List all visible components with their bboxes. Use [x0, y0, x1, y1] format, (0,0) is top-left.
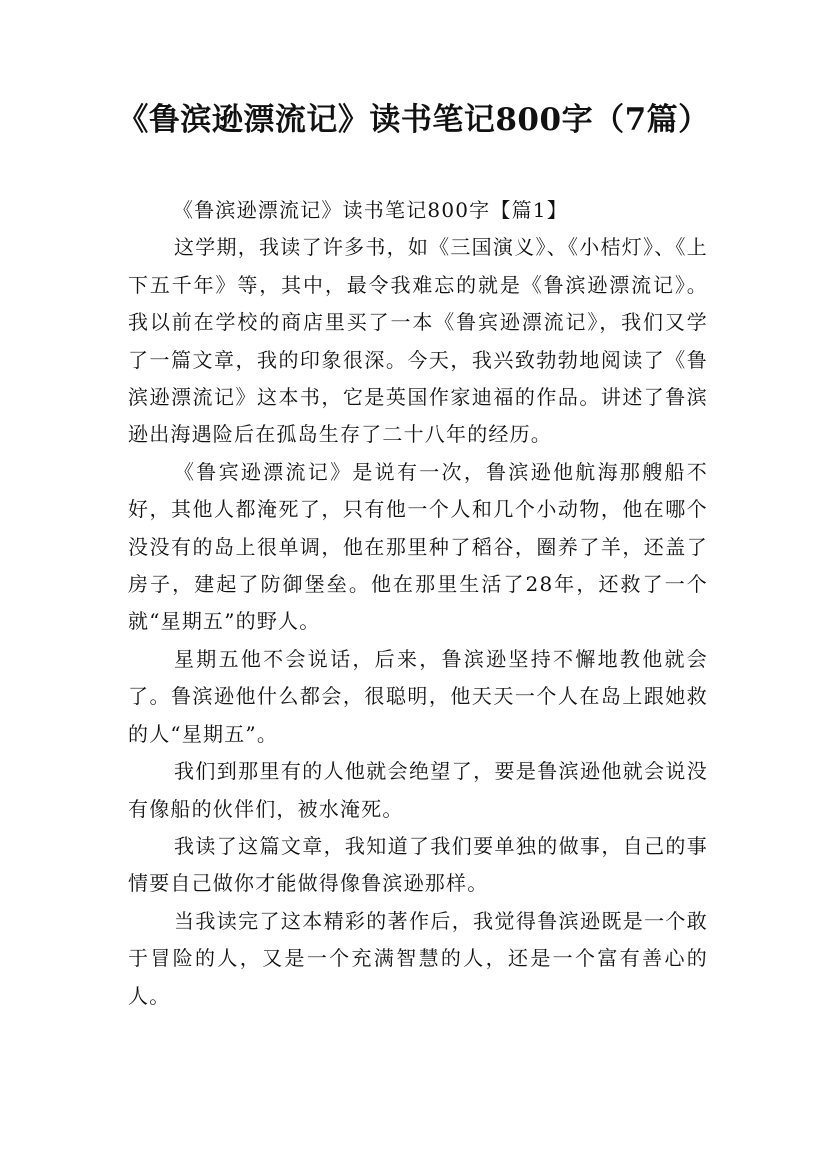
paragraph: 当我读完了这本精彩的著作后，我觉得鲁滨逊既是一个敢于冒险的人，又是一个充满智慧的人，还是一个富有善心的人。: [128, 908, 708, 1008]
paragraph: 星期五他不会说话，后来，鲁滨逊坚持不懈地教他就会了。鲁滨逊他什么都会，很聪明，他天天一个人在岛上跟她救的人“星期五”。: [128, 646, 708, 746]
paragraph: 我读了这篇文章，我知道了我们要单独的做事，自己的事情要自己做你才能做得像鲁滨逊那样。: [128, 833, 708, 896]
paragraph: 《鲁宾逊漂流记》是说有一次，鲁滨逊他航海那艘船不好，其他人都淹死了，只有他一个人和几个小动物，他在哪个没没有的岛上很单调，他在那里种了稻谷，圈养了羊，还盖了房子，建起了防御堡垒。他在那里生活了28年，还救了一个就“星期五”的野人。: [128, 459, 708, 634]
paragraph: 这学期，我读了许多书，如《三国演义》、《小桔灯》、《上下五千年》等，其中，最令我难忘的就是《鲁滨逊漂流记》。我以前在学校的商店里买了一本《鲁宾逊漂流记》，我们又学了一篇文章，我的印象很深。今天，我兴致勃勃地阅读了《鲁滨逊漂流记》这本书，它是英国作家迪福的作品。讲述了鲁滨逊出海遇险后在孤岛生存了二十八年的经历。: [128, 235, 708, 447]
document-title: 《鲁滨逊漂流记》读书笔记800字（7篇）: [117, 102, 710, 138]
paragraph: 我们到那里有的人他就会绝望了，要是鲁滨逊他就会说没有像船的伙伴们，被水淹死。: [128, 759, 708, 821]
section-heading: 《鲁滨逊漂流记》读书笔记800字【篇1】: [173, 198, 568, 222]
document-body: [128, 192, 708, 1015]
